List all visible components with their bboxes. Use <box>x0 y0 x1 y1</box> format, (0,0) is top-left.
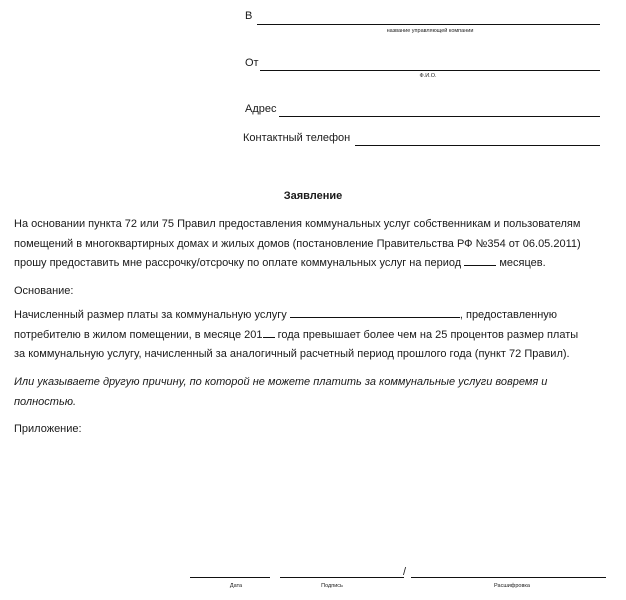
months-field[interactable] <box>464 255 496 266</box>
intro-line-3-text: прошу предоставить мне рассрочку/отсрочку по оплате коммунальных услуг на период <box>14 257 462 269</box>
signature-field[interactable] <box>280 577 404 578</box>
year-field[interactable] <box>263 327 275 338</box>
basis-line-1-text: Начисленный размер платы за коммунальную услугу <box>14 309 287 321</box>
basis-line-2-end: года превышает более чем на 25 процентов размер платы <box>277 328 579 341</box>
to-caption: название управляющей компании <box>386 28 474 34</box>
months-label: месяцев. <box>499 257 546 269</box>
from-label: От <box>245 57 259 69</box>
other-reason-line-2: полностью. <box>14 395 77 408</box>
intro-line-1: На основании пункта 72 или 75 Правил предоставления коммунальных услуг собственникам и пользователям <box>14 218 581 230</box>
basis-line-2 <box>14 326 614 346</box>
to-label: В <box>245 10 253 22</box>
from-caption: Ф.И.О. <box>419 73 437 79</box>
basis-line-2-text: потребителю в жилом помещении, в месяце 201 <box>14 328 263 341</box>
date-field[interactable] <box>190 577 270 578</box>
phone-field[interactable] <box>355 145 600 146</box>
basis-line-3: за коммунальную услугу, начисленный за аналогичный расчетный период прошлого года (пункт 72 Правил). <box>14 348 570 360</box>
basis-label: Основание: <box>14 285 74 297</box>
signature-caption: Подпись <box>321 583 343 589</box>
date-caption: Дата <box>229 583 243 589</box>
decoding-field[interactable] <box>411 577 606 578</box>
other-reason-line-1: Или указываете другую причину, по которой не можете платить за коммунальные услуги вовремя и <box>14 376 548 388</box>
phone-label: Контактный телефон <box>243 132 351 144</box>
signature-slash: / <box>403 566 407 578</box>
basis-line-1 <box>14 306 614 326</box>
utility-service-field[interactable] <box>290 307 460 318</box>
basis-line-1-end: , предоставленную <box>459 309 558 321</box>
intro-line-3 <box>14 254 614 274</box>
from-field[interactable] <box>260 70 600 71</box>
address-label: Адрес <box>245 103 277 115</box>
other-reason-paragraph <box>14 373 614 412</box>
attachment-label: Приложение: <box>14 423 82 435</box>
decoding-caption: Расшифровка <box>494 583 530 589</box>
address-field[interactable] <box>279 116 600 117</box>
to-field[interactable] <box>257 24 600 25</box>
document-title: Заявление <box>283 190 343 202</box>
basis-paragraph <box>14 306 614 365</box>
intro-line-2: помещений в многоквартирных домах и жилых домов (постановление Правительства РФ №354 от 06.05.2011) <box>14 237 581 250</box>
intro-paragraph <box>14 215 614 274</box>
